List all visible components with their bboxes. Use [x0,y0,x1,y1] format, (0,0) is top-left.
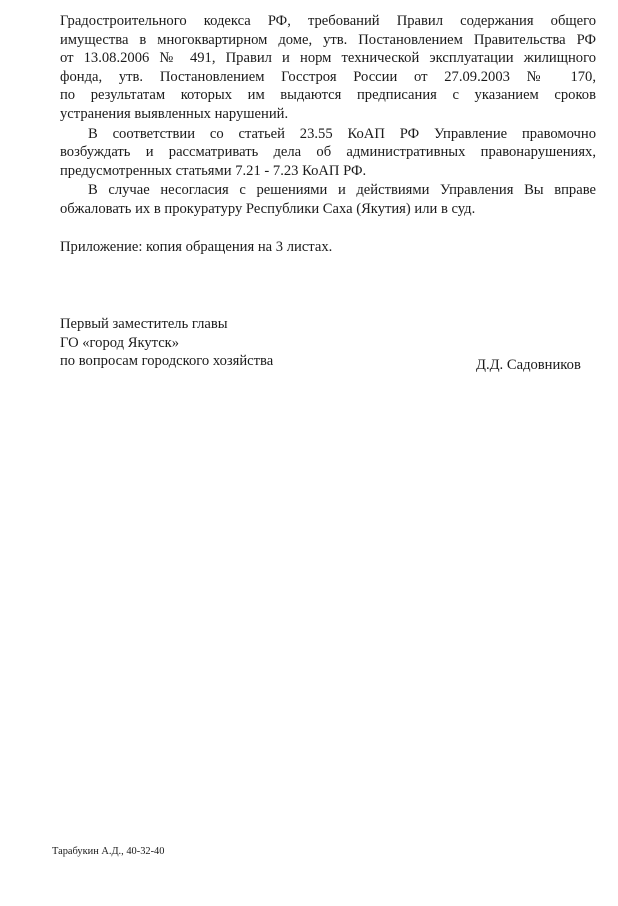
signer-title-line: по вопросам городского хозяйства [60,353,274,370]
text-line: предусмотренных статьями 7.21 - 7.23 КоАП РФ. [60,162,367,179]
paragraph-appeal [60,181,596,218]
text-line: В соответствии со статьей 23.55 КоАП РФ Управление правомочно [88,125,596,142]
text-line: от 13.08.2006 № 491, Правил и норм технической эксплуатации жилищного [60,50,596,67]
text-line: имущества в многоквартирном доме, утв. Постановлением Правительства РФ [60,31,596,48]
text-line: обжаловать их в прокуратуру Республики Саха (Якутия) или в суд. [60,200,476,217]
appendix-note: Приложение: копия обращения на 3 листах. [60,239,333,255]
text-line: по результатам которых им выдаются предписания с указанием сроков [60,87,596,104]
text-line: устранения выявленных нарушений. [60,105,289,122]
paragraph-continuation [60,12,596,124]
signer-title [60,315,273,371]
signer-name: Д.Д. Садовников [476,357,581,373]
letter-body [60,12,596,220]
text-line: возбуждать и рассматривать дела об административных правонарушениях, [60,144,596,161]
text-line: фонда, утв. Постановлением Госстроя России от 27.09.2003 № 170, [60,68,596,85]
text-line: Градостроительного кодекса РФ, требований Правил содержания общего [60,13,596,29]
text-line: В случае несогласия с решениями и действиями Управления Вы вправе [88,182,596,199]
paragraph-authority [60,125,596,181]
executor-footer: Тарабукин А.Д., 40-32-40 [52,846,165,857]
signer-title-line: Первый заместитель главы [60,316,228,332]
signer-title-line: ГО «город Якутск» [60,334,180,351]
